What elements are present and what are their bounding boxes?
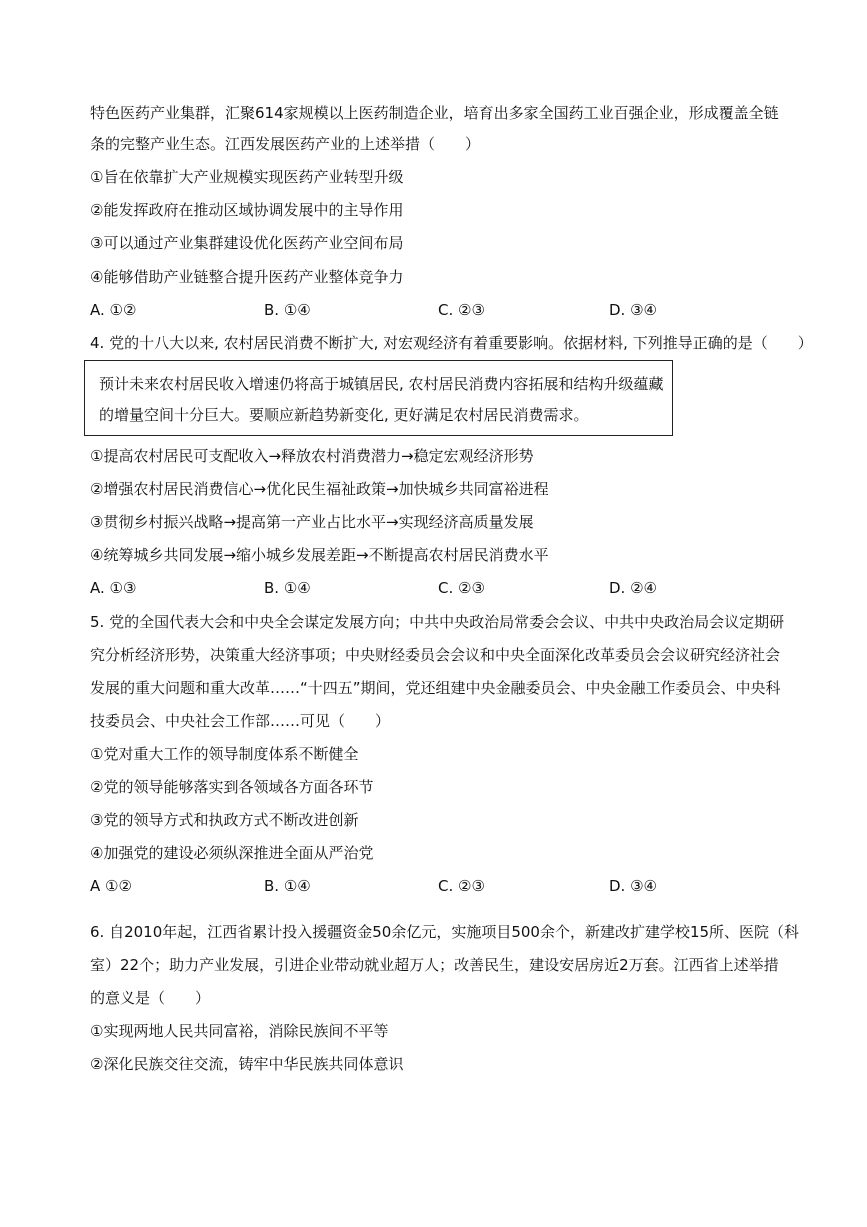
q5-option-a[interactable]: A ①② <box>90 877 132 895</box>
q3-item-1: ①旨在依靠扩大产业规模实现医药产业转型升级 <box>90 168 404 186</box>
q5-item-2: ②党的领导能够落实到各领域各方面各环节 <box>90 778 374 796</box>
q4-item-4: ④统筹城乡共同发展→缩小城乡发展差距→不断提高农村居民消费水平 <box>90 546 549 564</box>
q3-item-2: ②能发挥政府在推动区域协调发展中的主导作用 <box>90 201 404 219</box>
q3-option-d[interactable]: D. ③④ <box>609 301 657 319</box>
q5-stem-line-2: 究分析经济形势，决策重大经济事项；中央财经委员会会议和中央全面深化改革委员会会议研究经济社会 <box>90 646 781 664</box>
q4-material-line-2: 的增量空间十分巨大。要顺应新趋势新变化, 更好满足农村居民消费需求。 <box>99 406 589 424</box>
q4-options <box>90 578 790 598</box>
q3-item-4: ④能够借助产业链整合提升医药产业整体竞争力 <box>90 268 404 286</box>
q3-option-b[interactable]: B. ①④ <box>264 301 311 319</box>
q4-option-d[interactable]: D. ②④ <box>609 579 657 597</box>
q5-option-c[interactable]: C. ②③ <box>438 877 485 895</box>
q4-item-2: ②增强农村居民消费信心→优化民生福祉政策→加快城乡共同富裕进程 <box>90 480 549 498</box>
q3-stem-line-1: 特色医药产业集群，汇聚614家规模以上医药制造企业，培育出多家全国药工业百强企业，形成覆盖全链 <box>90 104 779 122</box>
q3-option-a[interactable]: A. ①② <box>90 301 137 319</box>
q4-material-box <box>84 360 673 436</box>
q5-stem-line-4: 技委员会、中央社会工作部……可见（ ） <box>90 712 391 730</box>
q4-option-a[interactable]: A. ①③ <box>90 579 137 597</box>
q3-options <box>90 300 790 320</box>
q5-item-4: ④加强党的建设必须纵深推进全面从严治党 <box>90 844 374 862</box>
q3-item-3: ③可以通过产业集群建设优化医药产业空间布局 <box>90 234 404 252</box>
q6-item-1: ①实现两地人民共同富裕，消除民族间不平等 <box>90 1022 389 1040</box>
q4-material-line-1: 预计未来农村居民收入增速仍将高于城镇居民, 农村居民消费内容拓展和结构升级蕴藏 <box>99 375 664 393</box>
q4-option-c[interactable]: C. ②③ <box>438 579 485 597</box>
q5-stem-line-3: 发展的重大问题和重大改革……“十四五”期间，党还组建中央金融委员会、中央金融工作委员会、中央科 <box>90 679 781 697</box>
q5-item-3: ③党的领导方式和执政方式不断改进创新 <box>90 811 359 829</box>
q4-item-1: ①提高农村居民可支配收入→释放农村消费潜力→稳定宏观经济形势 <box>90 447 534 465</box>
q5-option-b[interactable]: B. ①④ <box>264 877 311 895</box>
q5-item-1: ①党对重大工作的领导制度体系不断健全 <box>90 745 359 763</box>
q4-option-b[interactable]: B. ①④ <box>264 579 311 597</box>
q5-options <box>90 876 790 896</box>
q4-item-3: ③贯彻乡村振兴战略→提高第一产业占比水平→实现经济高质量发展 <box>90 513 534 531</box>
q6-stem-line-3: 的意义是（ ） <box>90 989 211 1007</box>
q6-stem-line-1: 6. 自2010年起，江西省累计投入援疆资金50余亿元，实施项目500余个，新建改扩建学校15所、医院（科 <box>90 923 800 941</box>
q6-stem-line-2: 室）22个；助力产业发展，引进企业带动就业超万人；改善民生，建设安居房近2万套。江西省上述举措 <box>90 956 779 974</box>
q5-option-d[interactable]: D. ③④ <box>609 877 657 895</box>
q3-stem-line-2: 条的完整产业生态。江西发展医药产业的上述举措（ ） <box>90 135 481 153</box>
q3-option-c[interactable]: C. ②③ <box>438 301 485 319</box>
q6-item-2: ②深化民族交往交流，铸牢中华民族共同体意识 <box>90 1055 404 1073</box>
q4-stem: 4. 党的十八大以来, 农村居民消费不断扩大, 对宏观经济有着重要影响。依据材料, 下列推导正确的是（ ） <box>90 334 813 352</box>
q5-stem-line-1: 5. 党的全国代表大会和中央全会谋定发展方向；中共中央政治局常委会会议、中共中央政治局会议定期研 <box>90 613 785 631</box>
